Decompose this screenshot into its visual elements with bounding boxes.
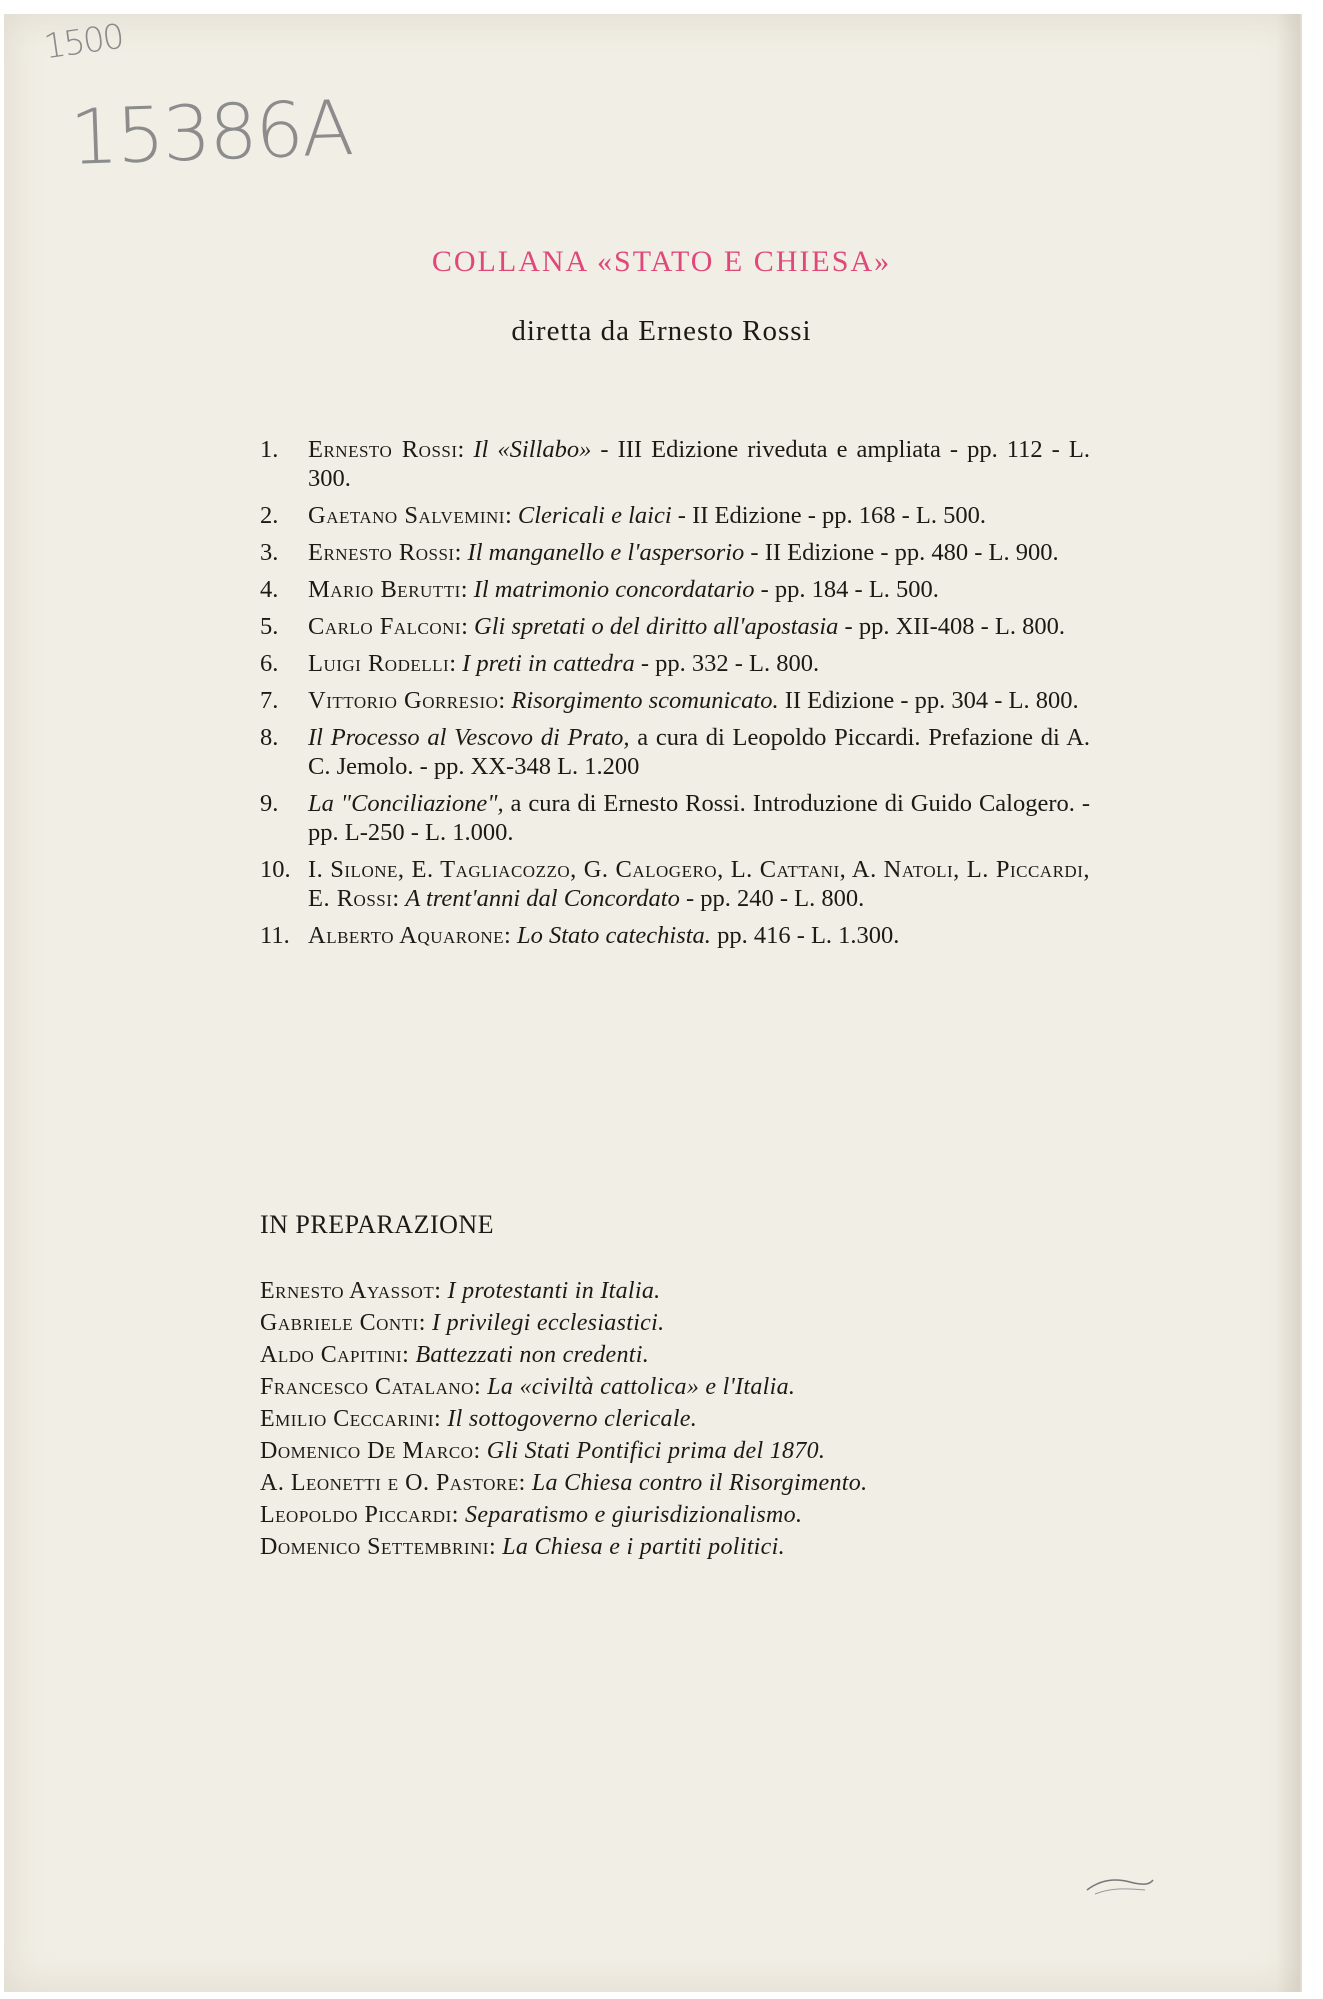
forthcoming-separator: :: [418, 1310, 432, 1336]
entry-author: Vittorio Gorresio: [308, 687, 499, 714]
entry-details: pp. 416 - L. 1.300.: [710, 922, 900, 949]
series-title: COLLANA «STATO E CHIESA»: [431, 245, 892, 278]
entry-separator: :: [460, 576, 474, 603]
handwritten-price-note: 1500: [41, 16, 125, 68]
catalog-entry: [260, 723, 1090, 781]
entry-details: II Edizione - pp. 304 - L. 800.: [778, 687, 1079, 714]
entry-details: - III Edizione riveduta e ampliata - pp. 112 - L. 300.: [308, 436, 1090, 492]
forthcoming-entry: [260, 1339, 1120, 1371]
entry-number: 8.: [260, 724, 279, 751]
entry-number: 4.: [260, 576, 279, 603]
entry-number: 10.: [260, 856, 291, 883]
forthcoming-entry: [260, 1467, 1120, 1499]
series-editor: diretta da Ernesto Rossi: [511, 315, 812, 347]
entry-author: Mario Berutti: [308, 576, 461, 603]
in-preparation-list: [260, 1275, 1120, 1563]
forthcoming-author: Emilio Ceccarini: [260, 1406, 435, 1432]
entry-separator: :: [504, 502, 518, 529]
entry-separator: :: [461, 613, 475, 640]
catalog-entry: [260, 649, 1090, 678]
forthcoming-entry: [260, 1499, 1120, 1531]
forthcoming-author: Ernesto Ayassot: [260, 1278, 435, 1304]
catalog-entry: [260, 921, 1090, 950]
entry-number: 9.: [260, 790, 279, 817]
entry-author: Carlo Falconi: [308, 613, 462, 640]
entry-separator: :: [392, 885, 406, 912]
forthcoming-title: La Chiesa contro il Risorgimento.: [531, 1470, 868, 1496]
entry-author: Gaetano Salvemini: [308, 502, 505, 529]
entry-author: Luigi Rodelli: [308, 650, 450, 677]
entry-title: Il Processo al Vescovo di Prato,: [308, 724, 630, 751]
catalog-entry: [260, 435, 1090, 493]
catalog-entry: [260, 789, 1090, 847]
catalog-entry: [260, 686, 1090, 715]
entry-title: Clericali e laici: [517, 502, 672, 529]
entry-number: 3.: [260, 539, 279, 566]
forthcoming-entry: [260, 1371, 1120, 1403]
pencil-mark: [1085, 1870, 1155, 1900]
forthcoming-entry: [260, 1531, 1120, 1563]
forthcoming-author: Aldo Capitini: [260, 1342, 403, 1368]
entry-title: Il matrimonio concordatario: [473, 576, 755, 603]
forthcoming-separator: :: [434, 1406, 448, 1432]
forthcoming-author: Leopoldo Piccardi: [260, 1502, 452, 1528]
entry-number: 5.: [260, 613, 279, 640]
handwritten-inventory-code: 15386A: [68, 83, 354, 182]
forthcoming-separator: :: [451, 1502, 466, 1528]
entry-title: Risorgimento scomunicato.: [511, 687, 779, 714]
entry-number: 2.: [260, 502, 279, 529]
entry-author: Ernesto Rossi: [308, 539, 455, 566]
forthcoming-entry: [260, 1403, 1120, 1435]
entry-separator: :: [504, 922, 517, 949]
forthcoming-separator: :: [518, 1470, 532, 1496]
in-preparation-heading: IN PREPARAZIONE: [260, 1210, 495, 1239]
entry-separator: :: [457, 436, 474, 463]
entry-separator: :: [449, 650, 463, 677]
entry-author: Ernesto Rossi: [308, 436, 458, 463]
forthcoming-title: I privilegi ecclesiastici.: [432, 1310, 665, 1336]
entry-title: I preti in cattedra: [462, 650, 635, 677]
forthcoming-title: Il sottogoverno clericale.: [447, 1406, 698, 1432]
book-back-cover: [4, 14, 1302, 1992]
entry-author: Alberto Aquarone: [308, 922, 505, 949]
entry-title: Il manganello e l'aspersorio: [467, 539, 745, 566]
forthcoming-separator: :: [402, 1342, 416, 1368]
forthcoming-separator: :: [434, 1278, 448, 1304]
forthcoming-title: Separatismo e giurisdizionalismo.: [465, 1502, 803, 1528]
forthcoming-entry: [260, 1307, 1120, 1339]
forthcoming-title: Gli Stati Pontifici prima del 1870.: [486, 1438, 826, 1464]
entry-separator: :: [498, 687, 512, 714]
catalog-entry: [260, 855, 1090, 913]
forthcoming-title: Battezzati non credenti.: [415, 1342, 650, 1368]
forthcoming-author: Gabriele Conti: [260, 1310, 419, 1336]
entry-number: 6.: [260, 650, 279, 677]
forthcoming-title: La «civiltà cattolica» e l'Italia.: [487, 1374, 796, 1400]
entry-title: Il «Sillabo»: [473, 436, 592, 463]
catalog-entry: [260, 538, 1090, 567]
forthcoming-entry: [260, 1435, 1120, 1467]
entry-number: 1.: [260, 436, 279, 463]
catalog-entry: [260, 501, 1090, 530]
entry-details: - pp. 184 - L. 500.: [754, 576, 939, 603]
entry-details: - pp. 332 - L. 800.: [634, 650, 820, 677]
catalog-entry: [260, 575, 1090, 604]
forthcoming-separator: :: [473, 1438, 487, 1464]
entry-title: Lo Stato catechista.: [516, 922, 711, 949]
entry-details: - pp. XII-408 - L. 800.: [838, 613, 1065, 640]
forthcoming-author: Domenico Settembrini: [260, 1534, 489, 1560]
catalog-entry: [260, 612, 1090, 641]
forthcoming-author: Domenico De Marco: [260, 1438, 474, 1464]
entry-number: 7.: [260, 687, 279, 714]
forthcoming-separator: :: [488, 1534, 503, 1560]
entry-details: a cura di Ernesto Rossi. Introduzione di Guido Calogero. - pp. L-250 - L. 1.000.: [308, 790, 1090, 846]
forthcoming-title: I protestanti in Italia.: [447, 1278, 661, 1304]
entry-number: 11.: [260, 922, 290, 949]
forthcoming-entry: [260, 1275, 1120, 1307]
entry-details: - II Edizione - pp. 480 - L. 900.: [744, 539, 1059, 566]
entry-title: La "Conciliazione",: [308, 790, 504, 817]
entry-title: A trent'anni dal Concordato: [405, 885, 680, 912]
forthcoming-separator: :: [473, 1374, 488, 1400]
entry-separator: :: [454, 539, 468, 566]
entry-author: I. Silone, E. Tagliacozzo, G. Calogero, L. Cattani, A. Natoli, L. Piccardi, E. Rossi: [308, 856, 1090, 912]
published-titles-list: [260, 435, 1090, 958]
forthcoming-author: Francesco Catalano: [260, 1374, 474, 1400]
entry-details: - II Edizione - pp. 168 - L. 500.: [671, 502, 986, 529]
forthcoming-author: A. Leonetti e O. Pastore: [260, 1470, 519, 1496]
spine-shadow: [1276, 14, 1300, 1992]
entry-details: - pp. 240 - L. 800.: [679, 885, 865, 912]
entry-details: a cura di Leopoldo Piccardi. Prefazione di A. C. Jemolo. - pp. XX-348 L. 1.200: [308, 724, 1091, 780]
entry-title: Gli spretati o del diritto all'apostasia: [474, 613, 839, 640]
forthcoming-title: La Chiesa e i partiti politici.: [502, 1534, 785, 1560]
